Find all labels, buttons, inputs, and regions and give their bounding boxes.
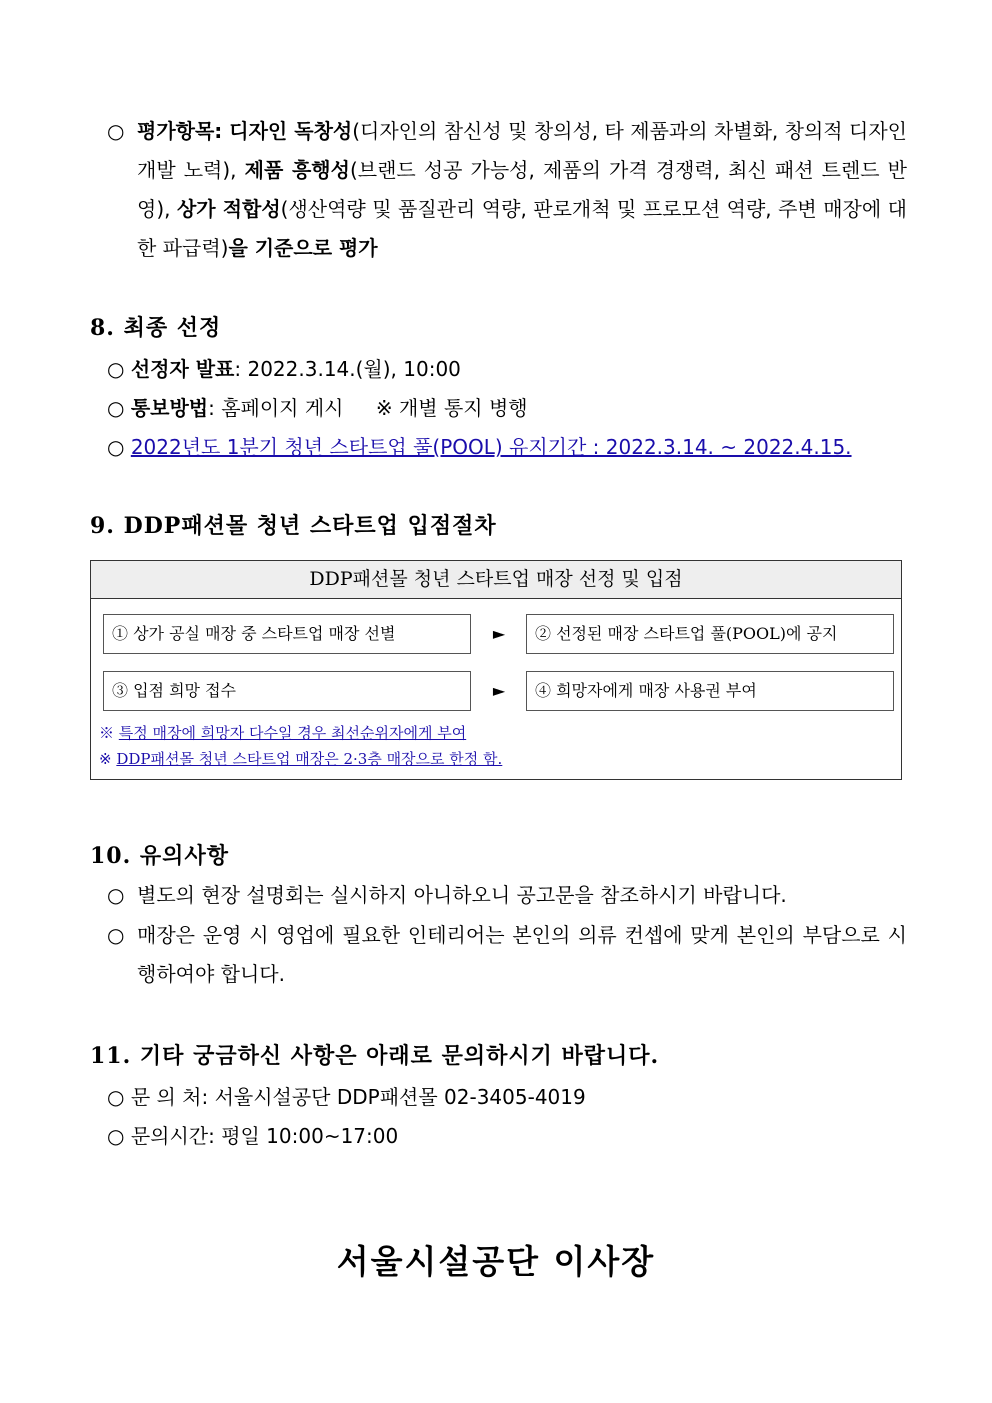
process-box: [90, 560, 902, 780]
bullet-icon: ○: [107, 883, 125, 907]
bullet-icon: ○: [107, 435, 125, 459]
announce-value: : 2022.3.14.(월), 10:00: [234, 357, 461, 381]
notice-text: 별도의 현장 설명회는 실시하지 아니하오니 공고문을 참조하시기 바랍니다.: [137, 883, 787, 907]
note-text: 특정 매장에 희망자 다수일 경우 최선순위자에게 부여: [118, 724, 467, 742]
pool-period: [107, 432, 852, 462]
announce-label: 선정자 발표: [130, 357, 235, 381]
step-4: ④ 희망자에게 매장 사용권 부여: [526, 671, 894, 711]
eval-run: 평가항목: 디자인 독창성: [137, 119, 353, 143]
notify-note: ※ 개별 통지 병행: [375, 396, 528, 420]
step-2: ② 선정된 매장 스타트업 풀(POOL)에 공지: [526, 614, 894, 654]
arrow-right-icon: ►: [492, 624, 506, 643]
evaluation-criteria: [107, 112, 907, 268]
section-10-heading: 10. 유의사항: [90, 843, 229, 869]
process-note: [99, 747, 502, 771]
eval-run: (생산역량 및 품질관리 역량, 판로개척 및 프로모션 역량, 주변 매장에 대한 파급력): [137, 197, 907, 260]
step-3: ③ 입점 희망 접수: [103, 671, 471, 711]
notify-value: : 홈페이지 게시: [208, 396, 344, 420]
section-8-heading: 8. 최종 선정: [90, 315, 222, 341]
section-9-heading: 9. DDP패션몰 청년 스타트업 입점절차: [90, 513, 497, 539]
pool-period-text: 2022년도 1분기 청년 스타트업 풀(POOL) 유지기간 : 2022.3.14. ~ 2022.4.15.: [130, 435, 852, 459]
bullet-icon: ○: [107, 923, 125, 947]
notice-item: [107, 916, 907, 994]
process-box-title: DDP패션몰 청년 스타트업 매장 선정 및 입점: [91, 561, 901, 599]
step-1: ① 상가 공실 매장 중 스타트업 매장 선별: [103, 614, 471, 654]
bullet-icon: ○: [107, 357, 125, 381]
contact-office-text: 문 의 처: 서울시설공단 DDP패션몰 02-3405-4019: [130, 1085, 586, 1109]
process-note: [99, 721, 466, 745]
eval-run: 을 기준으로 평가: [228, 236, 378, 260]
bullet-icon: ○: [107, 396, 125, 420]
notify-label: 통보방법: [130, 396, 209, 420]
section-11-heading: 11. 기타 궁금하신 사항은 아래로 문의하시기 바랍니다.: [90, 1043, 660, 1069]
notice-text: 매장은 운영 시 영업에 필요한 인테리어는 본인의 의류 컨셉에 맞게 본인의 부담으로 시행하여야 합니다.: [137, 923, 907, 986]
eval-run: 상가 적합성: [176, 197, 281, 221]
notify-method: [107, 393, 528, 423]
bullet-icon: ○: [107, 119, 125, 143]
issuer-signature: 서울시설공단 이사장: [336, 1242, 656, 1281]
bullet-icon: ○: [107, 1085, 125, 1109]
contact-hours: [107, 1121, 398, 1151]
eval-run: (디자인의 참신성 및 창의성, 타 제품과의 차별화, 창의적 디자인 개발 노력),: [137, 119, 907, 182]
eval-run: 제품 흥행성: [244, 158, 350, 182]
note-mark: ※: [99, 724, 115, 742]
contact-office: [107, 1082, 586, 1112]
bullet-icon: ○: [107, 1124, 125, 1148]
arrow-right-icon: ►: [492, 681, 506, 700]
contact-hours-text: 문의시간: 평일 10:00~17:00: [130, 1124, 399, 1148]
note-text: DDP패션몰 청년 스타트업 매장은 2·3층 매장으로 한정 함.: [116, 750, 503, 768]
note-mark: ※: [99, 750, 112, 768]
notice-item: [107, 876, 907, 915]
final-selection-announce: [107, 354, 461, 384]
evaluation-text: [107, 112, 907, 268]
eval-run: (브랜드 성공 가능성, 제품의 가격 경쟁력, 최신 패션 트렌드 반영),: [137, 158, 907, 221]
